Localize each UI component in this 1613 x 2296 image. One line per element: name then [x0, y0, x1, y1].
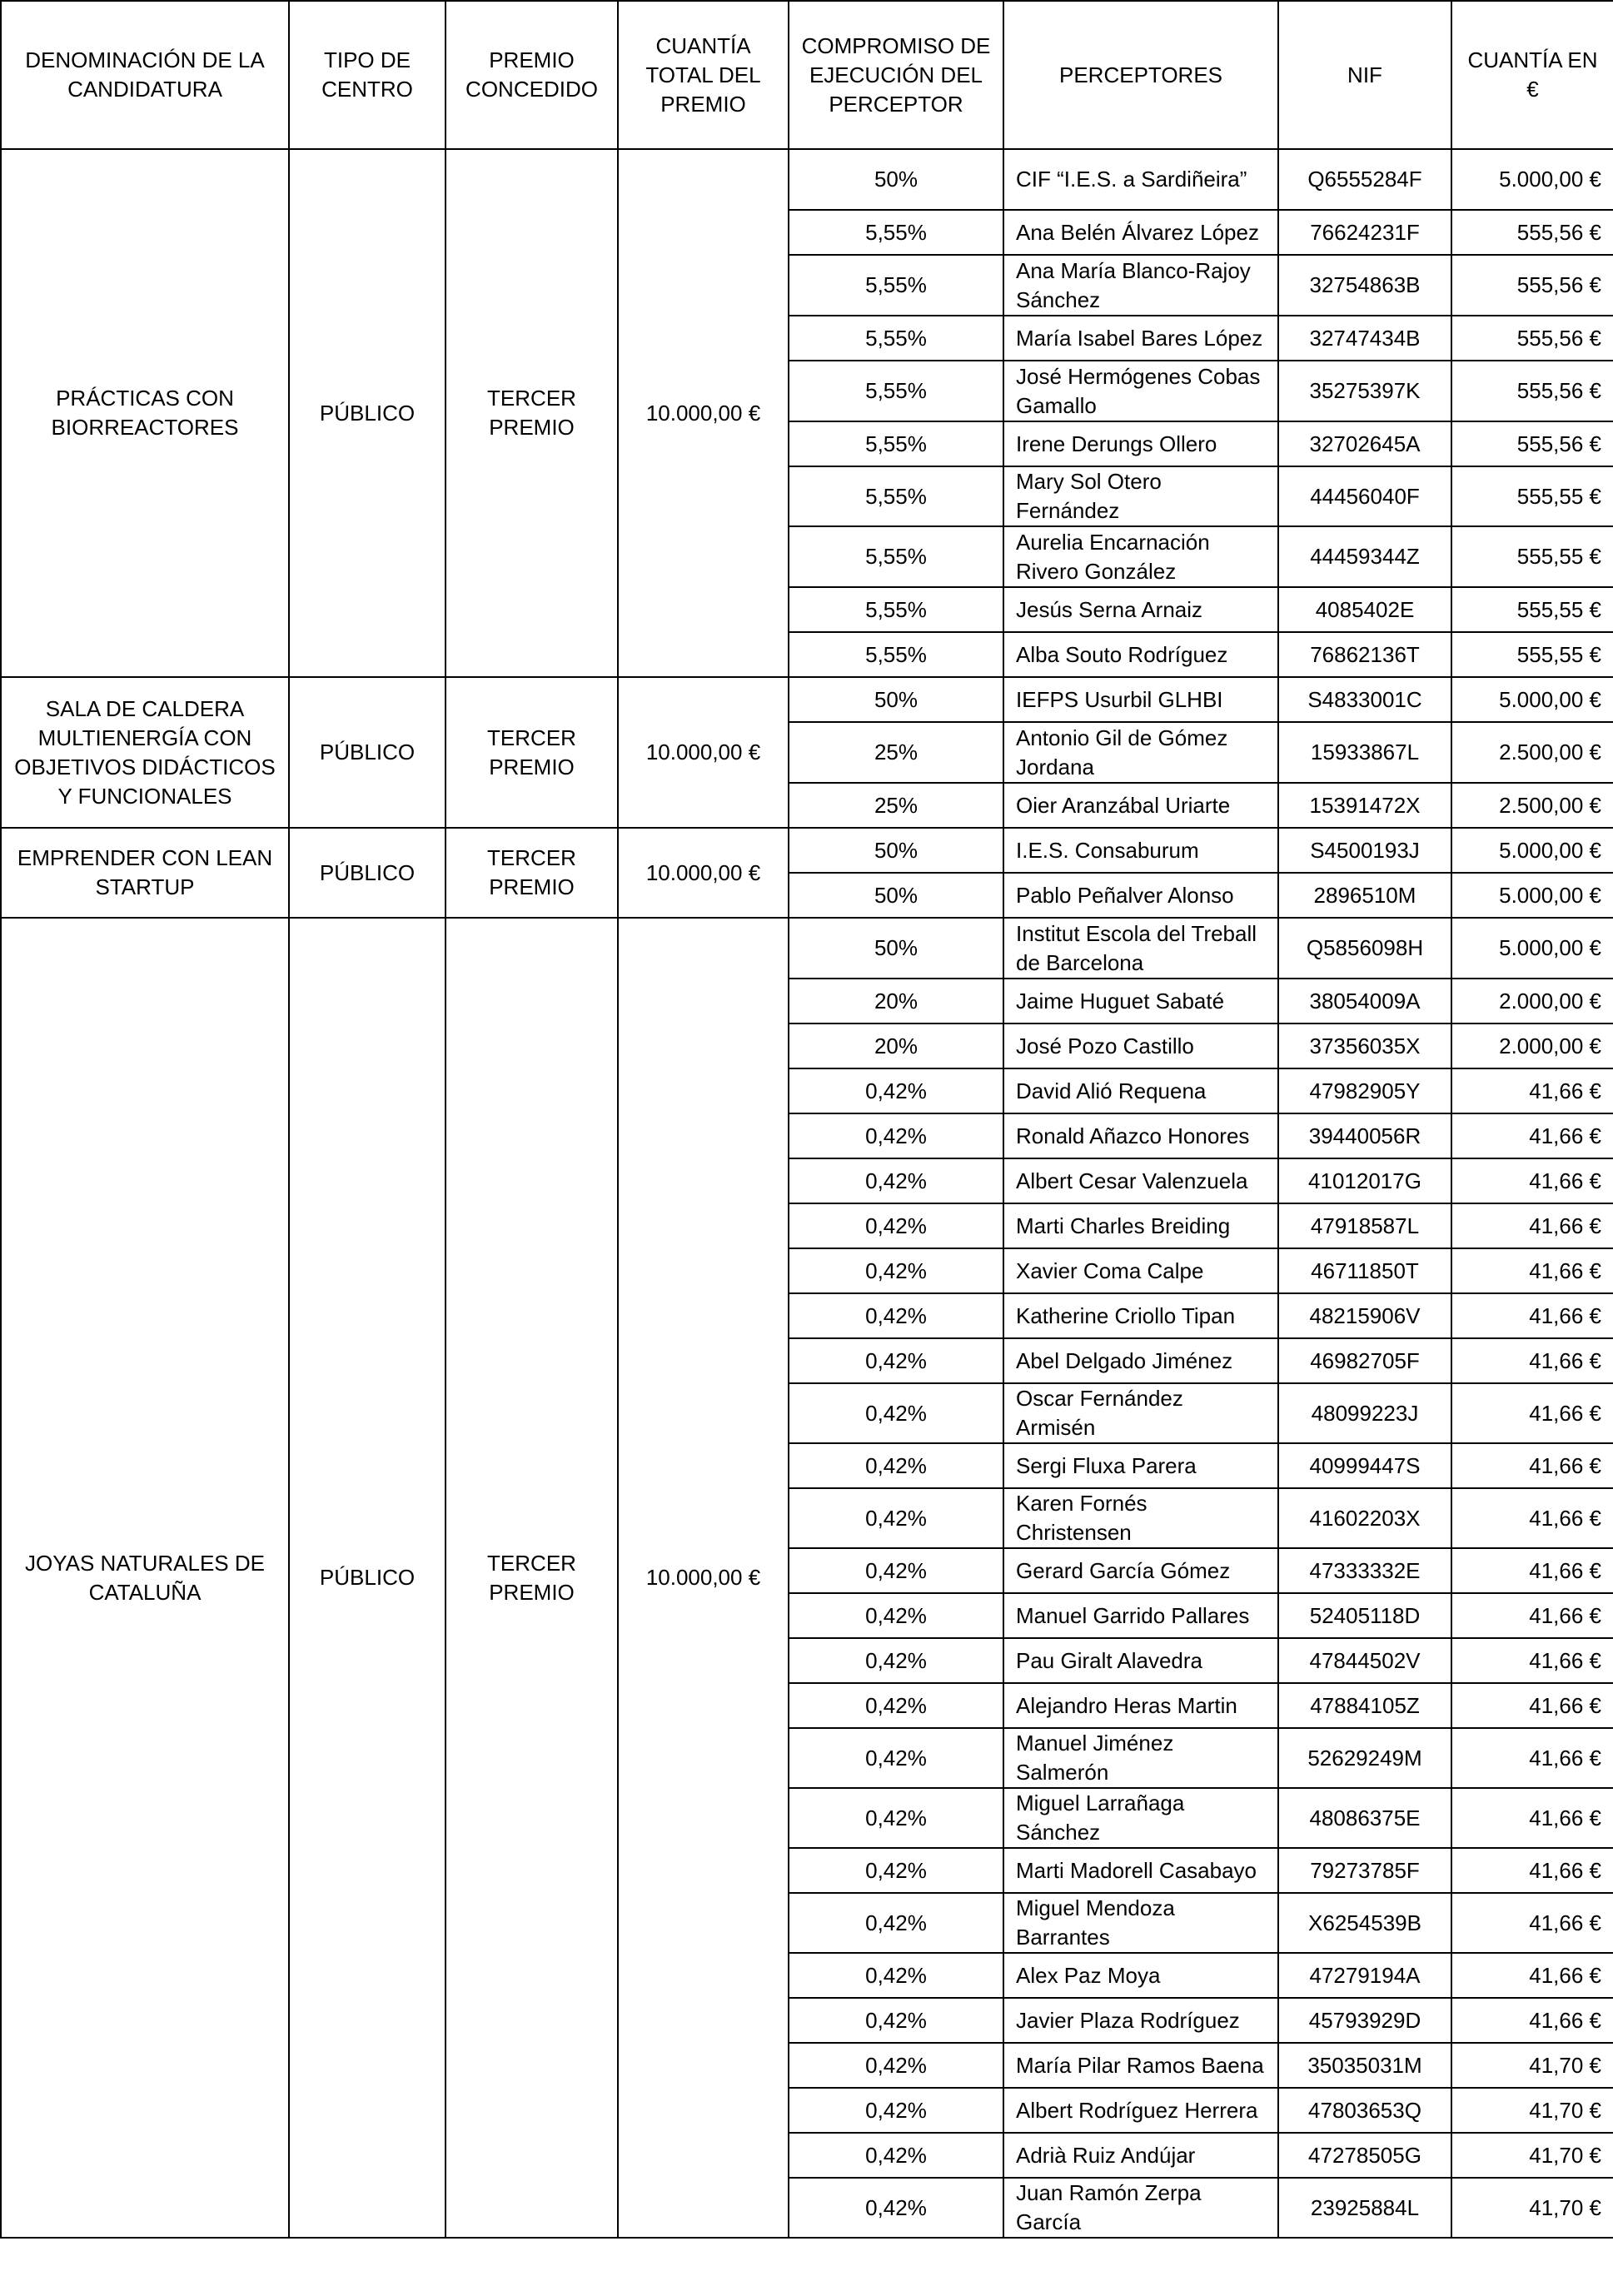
nif-cell: 52405118D — [1278, 1593, 1451, 1638]
perceptor-cell: Alex Paz Moya — [1003, 1953, 1278, 1998]
compromiso-cell: 0,42% — [789, 1998, 1003, 2043]
nif-cell: 35275397K — [1278, 361, 1451, 421]
cuantia-cell: 41,66 € — [1451, 1248, 1613, 1293]
perceptor-cell: Ana María Blanco-Rajoy Sánchez — [1003, 255, 1278, 316]
perceptor-cell: Alba Souto Rodríguez — [1003, 632, 1278, 677]
cuantia-cell: 555,55 € — [1451, 526, 1613, 587]
compromiso-cell: 0,42% — [789, 2178, 1003, 2238]
compromiso-cell: 20% — [789, 979, 1003, 1023]
compromiso-cell: 5,55% — [789, 632, 1003, 677]
compromiso-cell: 0,42% — [789, 1893, 1003, 1953]
compromiso-cell: 0,42% — [789, 1383, 1003, 1443]
compromiso-cell: 0,42% — [789, 1293, 1003, 1338]
perceptor-cell: Irene Derungs Ollero — [1003, 421, 1278, 466]
nif-cell: 39440056R — [1278, 1113, 1451, 1158]
compromiso-cell: 0,42% — [789, 1548, 1003, 1593]
compromiso-cell: 5,55% — [789, 361, 1003, 421]
nif-cell: Q5856098H — [1278, 918, 1451, 979]
header-cuantia-euros: CUANTÍA EN € — [1451, 1, 1613, 149]
nif-cell: 23925884L — [1278, 2178, 1451, 2238]
nif-cell: 45793929D — [1278, 1998, 1451, 2043]
cuantia-cell: 41,66 € — [1451, 1158, 1613, 1203]
perceptor-cell: David Alió Requena — [1003, 1068, 1278, 1113]
compromiso-cell: 0,42% — [789, 1638, 1003, 1683]
cuantia-cell: 555,56 € — [1451, 316, 1613, 361]
nif-cell: S4833001C — [1278, 677, 1451, 722]
compromiso-cell: 0,42% — [789, 1203, 1003, 1248]
nif-cell: 47278505G — [1278, 2133, 1451, 2178]
cuantia-cell: 555,56 € — [1451, 361, 1613, 421]
perceptor-cell: Pablo Peñalver Alonso — [1003, 873, 1278, 918]
perceptor-cell: Marti Madorell Casabayo — [1003, 1848, 1278, 1893]
premio-cell: TERCER PREMIO — [446, 918, 618, 2238]
nif-cell: 38054009A — [1278, 979, 1451, 1023]
nif-cell: 15933867L — [1278, 722, 1451, 783]
perceptor-cell: Karen Fornés Christensen — [1003, 1488, 1278, 1548]
perceptor-cell: Manuel Garrido Pallares — [1003, 1593, 1278, 1638]
perceptor-cell: Javier Plaza Rodríguez — [1003, 1998, 1278, 2043]
perceptor-cell: Institut Escola del Treball de Barcelona — [1003, 918, 1278, 979]
compromiso-cell: 5,55% — [789, 316, 1003, 361]
perceptor-cell: Albert Cesar Valenzuela — [1003, 1158, 1278, 1203]
compromiso-cell: 0,42% — [789, 1338, 1003, 1383]
premio-cell: TERCER PREMIO — [446, 828, 618, 918]
cuantia-cell: 5.000,00 € — [1451, 918, 1613, 979]
nif-cell: 47982905Y — [1278, 1068, 1451, 1113]
compromiso-cell: 0,42% — [789, 1953, 1003, 1998]
header-cuantia-total: CUANTÍA TOTAL DEL PREMIO — [618, 1, 789, 149]
perceptor-cell: Oier Aranzábal Uriarte — [1003, 783, 1278, 828]
nif-cell: 32702645A — [1278, 421, 1451, 466]
cuantia-cell: 2.000,00 € — [1451, 1023, 1613, 1068]
nif-cell: 76624231F — [1278, 210, 1451, 255]
compromiso-cell: 5,55% — [789, 587, 1003, 632]
compromiso-cell: 50% — [789, 918, 1003, 979]
compromiso-cell: 0,42% — [789, 2088, 1003, 2133]
compromiso-cell: 0,42% — [789, 1848, 1003, 1893]
nif-cell: X6254539B — [1278, 1893, 1451, 1953]
compromiso-cell: 20% — [789, 1023, 1003, 1068]
nif-cell: 37356035X — [1278, 1023, 1451, 1068]
nif-cell: 40999447S — [1278, 1443, 1451, 1488]
cuantia-cell: 41,66 € — [1451, 1203, 1613, 1248]
compromiso-cell: 0,42% — [789, 1593, 1003, 1638]
perceptor-cell: Adrià Ruiz Andújar — [1003, 2133, 1278, 2178]
table-row — [1, 677, 1613, 722]
nif-cell: 79273785F — [1278, 1848, 1451, 1893]
perceptor-cell: Gerard García Gómez — [1003, 1548, 1278, 1593]
table-row — [1, 149, 1613, 210]
perceptor-cell: Pau Giralt Alavedra — [1003, 1638, 1278, 1683]
cuantia-cell: 41,66 € — [1451, 1728, 1613, 1788]
perceptor-cell: José Hermógenes Cobas Gamallo — [1003, 361, 1278, 421]
compromiso-cell: 50% — [789, 149, 1003, 210]
perceptor-cell: CIF “I.E.S. a Sardiñeira” — [1003, 149, 1278, 210]
perceptor-cell: Juan Ramón Zerpa García — [1003, 2178, 1278, 2238]
nif-cell: Q6555284F — [1278, 149, 1451, 210]
nif-cell: 47279194A — [1278, 1953, 1451, 1998]
table-body — [1, 149, 1613, 2238]
compromiso-cell: 0,42% — [789, 2043, 1003, 2088]
nif-cell: 44456040F — [1278, 466, 1451, 526]
cuantia-cell: 2.500,00 € — [1451, 722, 1613, 783]
perceptor-cell: María Pilar Ramos Baena — [1003, 2043, 1278, 2088]
perceptor-cell: Abel Delgado Jiménez — [1003, 1338, 1278, 1383]
perceptor-cell: Sergi Fluxa Parera — [1003, 1443, 1278, 1488]
nif-cell: 46711850T — [1278, 1248, 1451, 1293]
cuantia-cell: 41,70 € — [1451, 2178, 1613, 2238]
nif-cell: 41012017G — [1278, 1158, 1451, 1203]
cuantia-cell: 5.000,00 € — [1451, 677, 1613, 722]
cuantia-cell: 41,66 € — [1451, 1848, 1613, 1893]
compromiso-cell: 50% — [789, 873, 1003, 918]
nif-cell: 15391472X — [1278, 783, 1451, 828]
tipo-centro-cell: PÚBLICO — [289, 677, 446, 828]
compromiso-cell: 0,42% — [789, 1788, 1003, 1848]
tipo-centro-cell: PÚBLICO — [289, 149, 446, 677]
cuantia-cell: 41,66 € — [1451, 1488, 1613, 1548]
nif-cell: 52629249M — [1278, 1728, 1451, 1788]
cuantia-cell: 41,66 € — [1451, 1548, 1613, 1593]
compromiso-cell: 0,42% — [789, 1488, 1003, 1548]
perceptor-cell: Miguel Mendoza Barrantes — [1003, 1893, 1278, 1953]
cuantia-total-cell: 10.000,00 € — [618, 149, 789, 677]
cuantia-cell: 41,66 € — [1451, 1443, 1613, 1488]
perceptor-cell: Mary Sol Otero Fernández — [1003, 466, 1278, 526]
compromiso-cell: 5,55% — [789, 526, 1003, 587]
compromiso-cell: 5,55% — [789, 466, 1003, 526]
tipo-centro-cell: PÚBLICO — [289, 918, 446, 2238]
cuantia-cell: 41,66 € — [1451, 1293, 1613, 1338]
compromiso-cell: 50% — [789, 677, 1003, 722]
perceptor-cell: José Pozo Castillo — [1003, 1023, 1278, 1068]
cuantia-total-cell: 10.000,00 € — [618, 828, 789, 918]
perceptor-cell: Ronald Añazco Honores — [1003, 1113, 1278, 1158]
nif-cell: 32754863B — [1278, 255, 1451, 316]
compromiso-cell: 5,55% — [789, 255, 1003, 316]
nif-cell: 32747434B — [1278, 316, 1451, 361]
header-compromiso: COMPROMISO DE EJECUCIÓN DEL PERCEPTOR — [789, 1, 1003, 149]
nif-cell: 76862136T — [1278, 632, 1451, 677]
nif-cell: 48086375E — [1278, 1788, 1451, 1848]
cuantia-cell: 555,55 € — [1451, 587, 1613, 632]
tipo-centro-cell: PÚBLICO — [289, 828, 446, 918]
header-perceptores: PERCEPTORES — [1003, 1, 1278, 149]
compromiso-cell: 0,42% — [789, 1683, 1003, 1728]
compromiso-cell: 5,55% — [789, 210, 1003, 255]
header-row — [1, 1, 1613, 149]
cuantia-total-cell: 10.000,00 € — [618, 918, 789, 2238]
compromiso-cell: 50% — [789, 828, 1003, 873]
cuantia-cell: 41,66 € — [1451, 1068, 1613, 1113]
cuantia-cell: 41,66 € — [1451, 1998, 1613, 2043]
cuantia-cell: 2.500,00 € — [1451, 783, 1613, 828]
perceptor-cell: María Isabel Bares López — [1003, 316, 1278, 361]
candidatura-cell: PRÁCTICAS CON BIORREACTORES — [1, 149, 289, 677]
nif-cell: 47844502V — [1278, 1638, 1451, 1683]
perceptor-cell: Manuel Jiménez Salmerón — [1003, 1728, 1278, 1788]
compromiso-cell: 0,42% — [789, 1113, 1003, 1158]
compromiso-cell: 5,55% — [789, 421, 1003, 466]
perceptor-cell: Jesús Serna Arnaiz — [1003, 587, 1278, 632]
nif-cell: 41602203X — [1278, 1488, 1451, 1548]
cuantia-cell: 555,56 € — [1451, 210, 1613, 255]
cuantia-cell: 5.000,00 € — [1451, 828, 1613, 873]
candidatura-cell: SALA DE CALDERA MULTIENERGÍA CON OBJETIVOS DIDÁCTICOS Y FUNCIONALES — [1, 677, 289, 828]
cuantia-cell: 41,70 € — [1451, 2133, 1613, 2178]
cuantia-cell: 555,56 € — [1451, 255, 1613, 316]
nif-cell: 48215906V — [1278, 1293, 1451, 1338]
cuantia-cell: 41,66 € — [1451, 1113, 1613, 1158]
perceptor-cell: Katherine Criollo Tipan — [1003, 1293, 1278, 1338]
cuantia-cell: 2.000,00 € — [1451, 979, 1613, 1023]
nif-cell: 44459344Z — [1278, 526, 1451, 587]
premio-cell: TERCER PREMIO — [446, 149, 618, 677]
nif-cell: S4500193J — [1278, 828, 1451, 873]
nif-cell: 47333332E — [1278, 1548, 1451, 1593]
cuantia-cell: 41,66 € — [1451, 1893, 1613, 1953]
perceptor-cell: Albert Rodríguez Herrera — [1003, 2088, 1278, 2133]
compromiso-cell: 0,42% — [789, 2133, 1003, 2178]
cuantia-cell: 41,66 € — [1451, 1593, 1613, 1638]
nif-cell: 47803653Q — [1278, 2088, 1451, 2133]
perceptor-cell: Antonio Gil de Gómez Jordana — [1003, 722, 1278, 783]
cuantia-cell: 41,66 € — [1451, 1788, 1613, 1848]
nif-cell: 35035031M — [1278, 2043, 1451, 2088]
perceptor-cell: IEFPS Usurbil GLHBI — [1003, 677, 1278, 722]
perceptor-cell: Miguel Larrañaga Sánchez — [1003, 1788, 1278, 1848]
nif-cell: 47918587L — [1278, 1203, 1451, 1248]
candidatura-cell: EMPRENDER CON LEAN STARTUP — [1, 828, 289, 918]
compromiso-cell: 0,42% — [789, 1443, 1003, 1488]
nif-cell: 47884105Z — [1278, 1683, 1451, 1728]
perceptor-cell: I.E.S. Consaburum — [1003, 828, 1278, 873]
compromiso-cell: 0,42% — [789, 1728, 1003, 1788]
cuantia-cell: 41,66 € — [1451, 1953, 1613, 1998]
perceptor-cell: Alejandro Heras Martin — [1003, 1683, 1278, 1728]
compromiso-cell: 25% — [789, 722, 1003, 783]
nif-cell: 48099223J — [1278, 1383, 1451, 1443]
header-nif: NIF — [1278, 1, 1451, 149]
cuantia-cell: 5.000,00 € — [1451, 149, 1613, 210]
cuantia-cell: 41,70 € — [1451, 2088, 1613, 2133]
cuantia-cell: 5.000,00 € — [1451, 873, 1613, 918]
table-row — [1, 918, 1613, 979]
premio-cell: TERCER PREMIO — [446, 677, 618, 828]
compromiso-cell: 0,42% — [789, 1158, 1003, 1203]
cuantia-cell: 41,66 € — [1451, 1338, 1613, 1383]
table-row — [1, 828, 1613, 873]
cuantia-cell: 555,55 € — [1451, 466, 1613, 526]
candidatura-cell: JOYAS NATURALES DE CATALUÑA — [1, 918, 289, 2238]
cuantia-cell: 41,66 € — [1451, 1383, 1613, 1443]
header-tipo-centro: TIPO DE CENTRO — [289, 1, 446, 149]
header-denominacion: DENOMINACIÓN DE LA CANDIDATURA — [1, 1, 289, 149]
nif-cell: 2896510M — [1278, 873, 1451, 918]
header-premio: PREMIO CONCEDIDO — [446, 1, 618, 149]
cuantia-cell: 555,56 € — [1451, 421, 1613, 466]
perceptor-cell: Oscar Fernández Armisén — [1003, 1383, 1278, 1443]
cuantia-cell: 41,66 € — [1451, 1638, 1613, 1683]
compromiso-cell: 0,42% — [789, 1068, 1003, 1113]
perceptor-cell: Ana Belén Álvarez López — [1003, 210, 1278, 255]
perceptor-cell: Xavier Coma Calpe — [1003, 1248, 1278, 1293]
nif-cell: 4085402E — [1278, 587, 1451, 632]
cuantia-cell: 41,66 € — [1451, 1683, 1613, 1728]
perceptor-cell: Jaime Huguet Sabaté — [1003, 979, 1278, 1023]
nif-cell: 46982705F — [1278, 1338, 1451, 1383]
perceptor-cell: Aurelia Encarnación Rivero González — [1003, 526, 1278, 587]
perceptor-cell: Marti Charles Breiding — [1003, 1203, 1278, 1248]
cuantia-cell: 555,55 € — [1451, 632, 1613, 677]
cuantia-total-cell: 10.000,00 € — [618, 677, 789, 828]
compromiso-cell: 25% — [789, 783, 1003, 828]
compromiso-cell: 0,42% — [789, 1248, 1003, 1293]
cuantia-cell: 41,70 € — [1451, 2043, 1613, 2088]
